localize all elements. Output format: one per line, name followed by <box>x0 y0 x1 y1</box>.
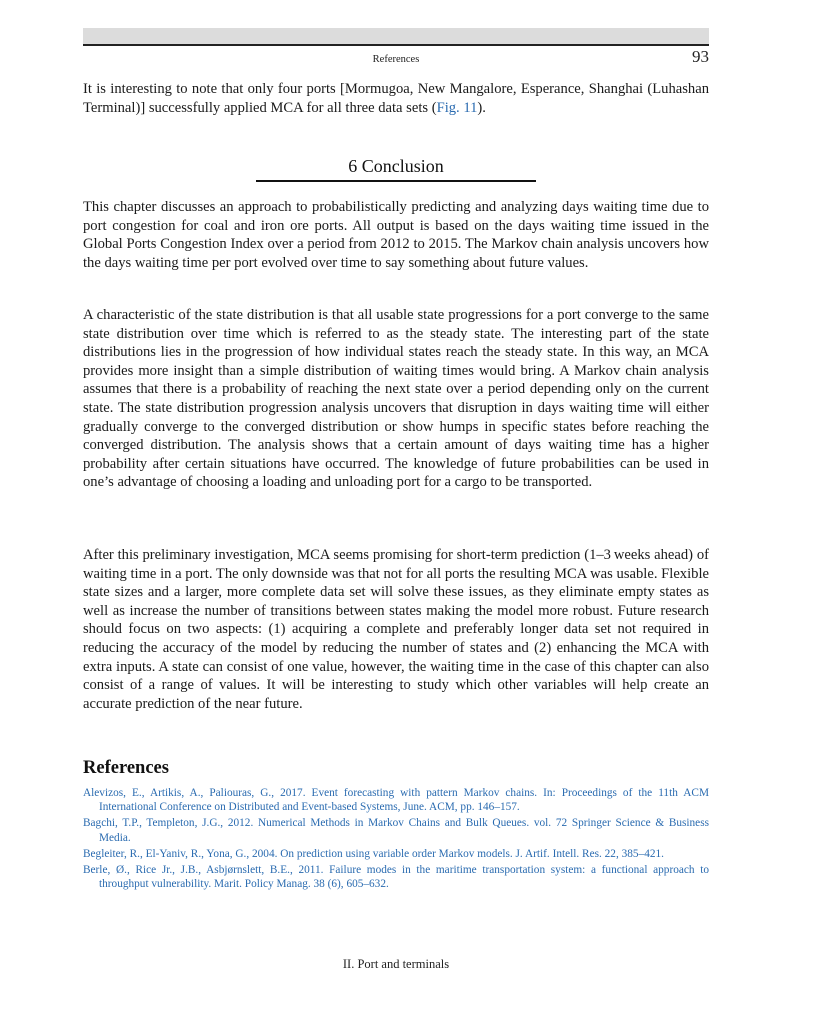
reference-item[interactable]: Alevizos, E., Artikis, A., Paliouras, G., 2017. Event forecasting with pattern Markov chains. In: Proceedings of the 11th ACM International Conference on Distributed and Event-based Systems, June. ACM, pp. 146–157. <box>83 787 709 814</box>
reference-item[interactable]: Begleiter, R., El-Yaniv, R., Yona, G., 2004. On prediction using variable order Markov models. J. Artif. Intell. Res. 22, 385–421. <box>83 847 664 860</box>
conclusion-paragraph-3: After this preliminary investigation, MCA seems promising for short-term prediction (1–3 weeks ahead) of waiting time in a port. The only downside was that not for all ports the resulting MCA was usable. Flexible state sizes and a larger, more complete data set will solve these issues, as they eliminate empty states as well as increase the number of transitions between states making the model more robust. Future research should focus on two aspects: (1) acquiring a complete and preferably longer data set not required in reducing the accuracy of the model by reducing the number of states and (2) enhancing the MCA with extra inputs. A state can consist of one value, however, the waiting time in the case of this chapter can also consist of a range of values. It will be interesting to study which other variables will help create an accurate prediction of the near future. <box>83 547 709 712</box>
header-bar <box>83 28 709 44</box>
footer-part-title: II. Port and terminals <box>342 957 450 971</box>
header-rule <box>83 44 709 46</box>
reference-item[interactable]: Berle, Ø., Rice Jr., J.B., Asbjørnslett, B.E., 2011. Failure modes in the maritime transportation system: a functional approach to throughput vulnerability. Marit. Policy Manag. 38 (6), 605–632. <box>83 864 709 891</box>
section-rule <box>256 180 536 182</box>
fig-11-link[interactable]: Fig. 11 <box>436 99 478 116</box>
section-title: 6 Conclusion <box>348 156 444 176</box>
intro-text-end: ). <box>477 99 486 116</box>
references-title: References <box>83 758 169 778</box>
reference-item[interactable]: Bagchi, T.P., Templeton, J.G., 2012. Numerical Methods in Markov Chains and Bulk Queues. vol. 72 Springer Science & Business Media. <box>83 817 709 844</box>
intro-text: It is interesting to note that only four ports [Mormugoa, New Mangalore, Esperance, Shanghai (Luhashan Terminal)] successfully applied MCA for all three data sets ( <box>83 81 709 116</box>
conclusion-paragraph-1: This chapter discusses an approach to probabilistically predicting and analyzing days waiting time due to port congestion for coal and iron ore ports. All output is based on the days waiting time issued in the Global Ports Congestion Index over a period from 2012 to 2015. The Markov chain analysis uncovers how the days waiting time per port evolved over time to say something about future values. <box>83 199 709 271</box>
references-list <box>83 786 709 893</box>
page-number: 93 <box>692 47 709 66</box>
intro-paragraph <box>83 80 709 117</box>
conclusion-paragraph-2: A characteristic of the state distribution is that all usable state progressions for a port converge to the same state distribution over time which is referred to as the steady state. The interesting part of the state distributions lies in the progression of how individual states reach the steady state. In this way, an MCA provides more insight than a simple distribution of waiting times would bring. A Markov chain analysis assumes that there is a probability of reaching the next state over a period depending only on the current state. The state distribution progression analysis uncovers that disruption in days waiting time will either gradually converge to the converged distribution or show humps in specific states before reaching the converged distribution. The analysis shows that a certain amount of days waiting time has a higher probability after certain situations have occurred. The knowledge of future probabilities can be used in one’s advantage of choosing a loading and unloading port for a cargo to be transported. <box>83 307 709 491</box>
running-head: References <box>372 54 420 65</box>
